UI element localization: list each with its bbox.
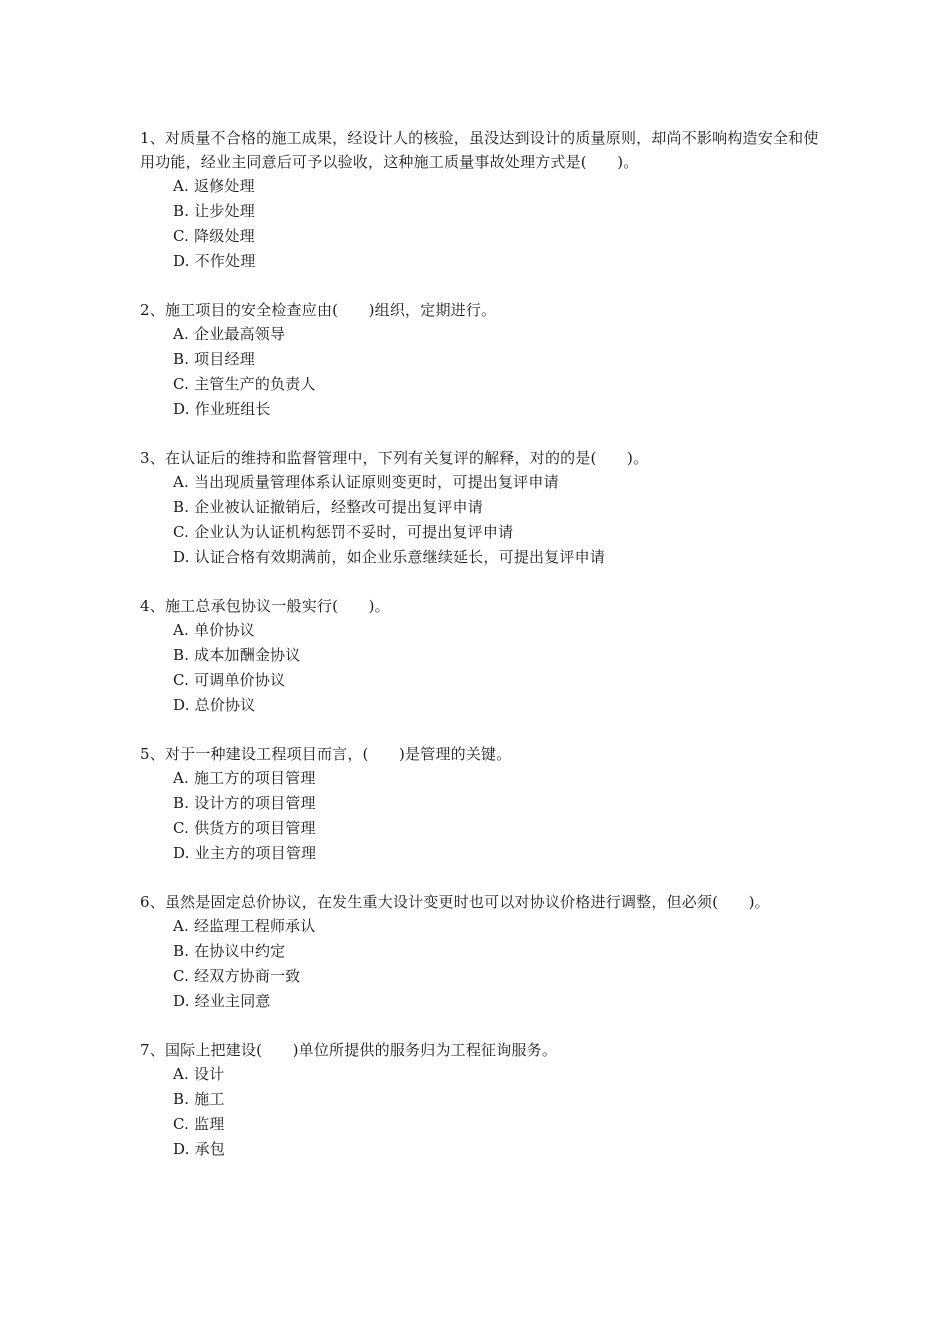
question-5 xyxy=(140,742,830,866)
option-c: C. 降级处理 xyxy=(173,227,255,245)
option-d: D. 不作处理 xyxy=(173,252,256,270)
question-4 xyxy=(140,594,830,718)
option-a: A. 经监理工程师承认 xyxy=(173,917,316,935)
option-c: C. 企业认为认证机构惩罚不妥时，可提出复评申请 xyxy=(173,523,514,541)
option-c: C. 供货方的项目管理 xyxy=(173,819,316,837)
option-b: B. 施工 xyxy=(173,1090,225,1108)
option-list xyxy=(140,618,830,718)
option-a: A. 设计 xyxy=(173,1065,225,1083)
question-stem: 6、虽然是固定总价协议，在发生重大设计变更时也可以对协议价格进行调整，但必须( )。 xyxy=(140,893,770,911)
option-a: A. 企业最高领导 xyxy=(173,325,286,343)
option-d: D. 业主方的项目管理 xyxy=(173,844,317,862)
option-d: D. 承包 xyxy=(173,1140,226,1158)
question-stem: 1、对质量不合格的施工成果，经设计人的核验，虽没达到设计的质量原则，却尚不影响构造安全和使用功能，经业主同意后可予以验收，这种施工质量事故处理方式是( )。 xyxy=(140,129,819,171)
option-list xyxy=(140,470,830,570)
option-list xyxy=(140,914,830,1014)
option-list xyxy=(140,322,830,422)
option-a: A. 返修处理 xyxy=(173,177,255,195)
option-b: B. 项目经理 xyxy=(173,350,255,368)
option-a: A. 当出现质量管理体系认证原则变更时，可提出复评申请 xyxy=(173,473,559,491)
question-stem: 4、施工总承包协议一般实行( )。 xyxy=(140,597,390,615)
question-6 xyxy=(140,890,830,1014)
option-b: B. 让步处理 xyxy=(173,202,255,220)
option-a: A. 施工方的项目管理 xyxy=(173,769,316,787)
option-d: D. 经业主同意 xyxy=(173,992,271,1010)
option-b: B. 企业被认证撤销后，经整改可提出复评申请 xyxy=(173,498,483,516)
option-b: B. 在协议中约定 xyxy=(173,942,286,960)
option-b: B. 成本加酬金协议 xyxy=(173,646,301,664)
question-stem: 5、对于一种建设工程项目而言，( )是管理的关键。 xyxy=(140,745,512,763)
option-d: D. 总价协议 xyxy=(173,696,256,714)
option-a: A. 单价协议 xyxy=(173,621,255,639)
option-b: B. 设计方的项目管理 xyxy=(173,794,316,812)
option-c: C. 经双方协商一致 xyxy=(173,967,301,985)
question-stem: 7、国际上把建设( )单位所提供的服务归为工程征询服务。 xyxy=(140,1041,558,1059)
option-list xyxy=(140,766,830,866)
option-list xyxy=(140,174,830,274)
question-7 xyxy=(140,1038,830,1162)
option-d: D. 作业班组长 xyxy=(173,400,271,418)
question-3 xyxy=(140,446,830,570)
question-2 xyxy=(140,298,830,422)
question-stem: 2、施工项目的安全检查应由( )组织，定期进行。 xyxy=(140,301,497,319)
question-list xyxy=(140,126,830,1186)
option-c: C. 可调单价协议 xyxy=(173,671,286,689)
option-list xyxy=(140,1062,830,1162)
question-1 xyxy=(140,126,830,274)
option-c: C. 监理 xyxy=(173,1115,225,1133)
question-stem: 3、在认证后的维持和监督管理中，下列有关复评的解释，对的的是( )。 xyxy=(140,449,649,467)
option-d: D. 认证合格有效期满前，如企业乐意继续延长，可提出复评申请 xyxy=(173,548,606,566)
option-c: C. 主管生产的负责人 xyxy=(173,375,316,393)
